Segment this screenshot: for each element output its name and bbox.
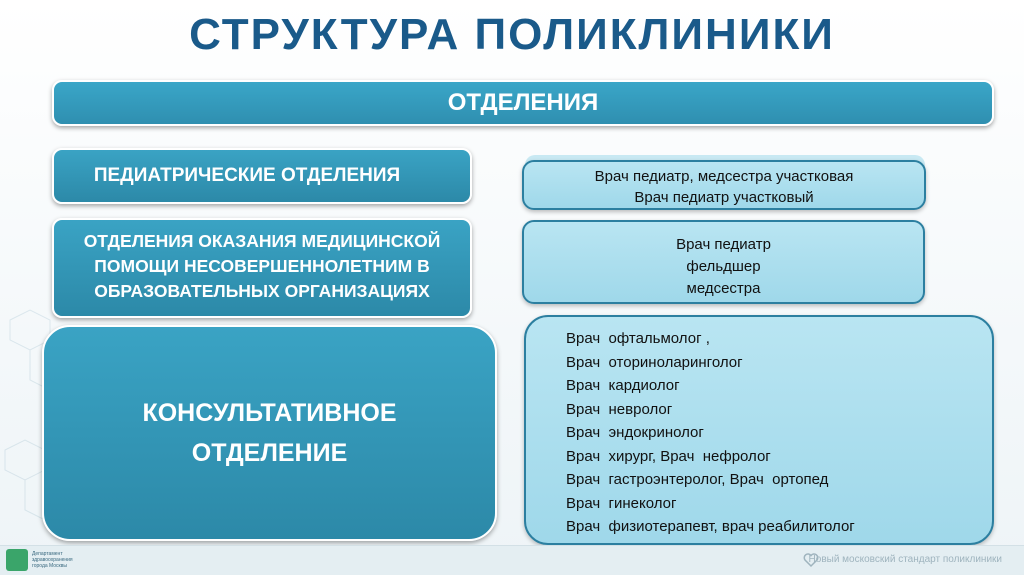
staff-line: фельдшер xyxy=(686,258,761,275)
footer-slogan: Новый московский стандарт поликлиники xyxy=(808,554,1002,565)
list-item: Врач хирург, Врач нефролог xyxy=(566,447,771,465)
list-item: Врач физиотерапевт, врач реабилитолог xyxy=(566,518,855,535)
dept-line: КОНСУЛЬТАТИВНОЕ xyxy=(142,399,397,427)
dept-line: ОТДЕЛЕНИЯ ОКАЗАНИЯ МЕДИЦИНСКОЙ xyxy=(83,231,441,251)
moscow-health-dept-logo xyxy=(6,549,28,571)
consultative-department-box xyxy=(42,325,497,541)
pediatric-staff-box xyxy=(522,160,926,210)
list-item: Врач кардиолог xyxy=(566,377,680,394)
footer-org-name xyxy=(32,551,92,569)
pediatric-departments-box xyxy=(52,148,472,204)
departments-banner: ОТДЕЛЕНИЯ xyxy=(52,80,994,126)
dept-line: ОБРАЗОВАТЕЛЬНЫХ ОРГАНИЗАЦИЯХ xyxy=(94,281,430,301)
list-item: Врач оториноларинголог xyxy=(566,353,743,371)
pediatric-departments-label: ПЕДИАТРИЧЕСКИЕ ОТДЕЛЕНИЯ xyxy=(93,165,401,186)
footer-org-line: здравоохранения xyxy=(32,557,73,563)
list-item: Врач эндокринолог xyxy=(566,424,704,441)
staff-line: медсестра xyxy=(686,280,761,297)
list-item: Врач гинеколог xyxy=(566,494,677,512)
staff-line: Врач педиатр, медсестра участковая xyxy=(594,168,854,185)
dept-line: ПОМОЩИ НЕСОВЕРШЕННОЛЕТНИМ В xyxy=(94,256,430,276)
school-medical-departments-box xyxy=(52,218,472,318)
page-title: СТРУКТУРА ПОЛИКЛИНИКИ xyxy=(189,10,835,59)
footer-bar xyxy=(0,545,1024,575)
specialist-list xyxy=(566,327,992,539)
school-staff-box xyxy=(522,220,925,304)
staff-line: Врач педиатр участковый xyxy=(634,189,814,206)
list-item: Врач офтальмолог , xyxy=(566,330,710,347)
list-item: Врач гастроэнтеролог, Врач ортопед xyxy=(566,471,829,488)
list-item: Врач невролог xyxy=(566,400,673,418)
consultative-staff-box xyxy=(524,315,994,545)
staff-line: Врач педиатр xyxy=(676,236,771,253)
footer-org-line: Департамент xyxy=(32,551,63,557)
dept-line: ОТДЕЛЕНИЕ xyxy=(191,439,348,467)
footer-org-line: города Москвы xyxy=(32,563,67,569)
